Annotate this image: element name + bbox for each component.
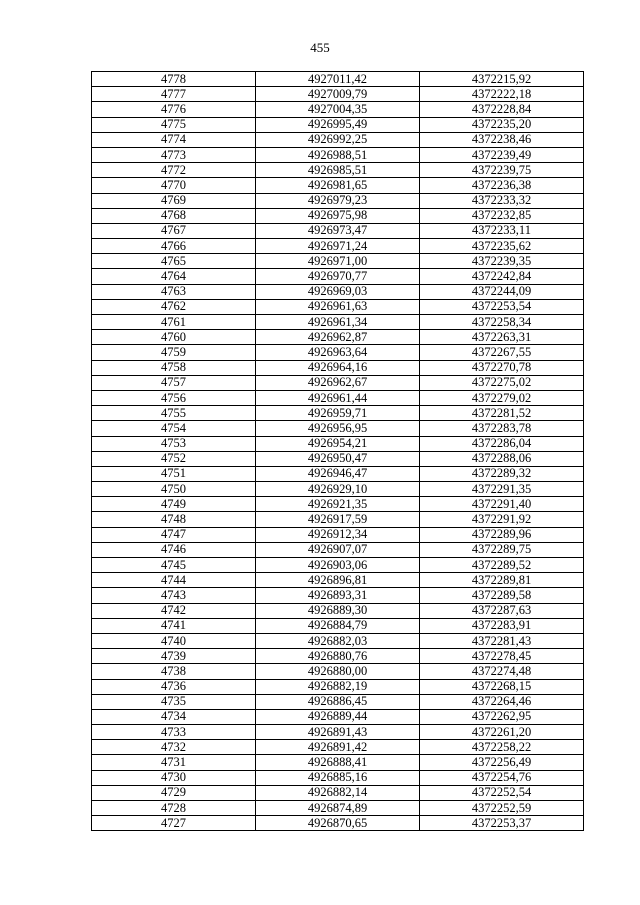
table-row (92, 755, 584, 770)
point-number-cell: 4729 (92, 785, 256, 800)
x-coordinate-cell: 4926956,95 (256, 421, 420, 436)
point-number-cell: 4767 (92, 223, 256, 238)
x-coordinate-cell: 4926975,98 (256, 208, 420, 223)
y-coordinate-cell: 4372244,09 (420, 284, 584, 299)
point-number-cell: 4732 (92, 740, 256, 755)
y-coordinate-cell: 4372291,40 (420, 497, 584, 512)
table-row (92, 284, 584, 299)
x-coordinate-cell: 4926964,16 (256, 360, 420, 375)
point-number-cell: 4755 (92, 406, 256, 421)
table-row (92, 664, 584, 679)
table-row (92, 254, 584, 269)
y-coordinate-cell: 4372283,91 (420, 618, 584, 633)
point-number-cell: 4765 (92, 254, 256, 269)
table-row (92, 603, 584, 618)
x-coordinate-cell: 4926907,07 (256, 542, 420, 557)
y-coordinate-cell: 4372256,49 (420, 755, 584, 770)
x-coordinate-cell: 4926962,87 (256, 330, 420, 345)
y-coordinate-cell: 4372235,62 (420, 239, 584, 254)
table-row (92, 239, 584, 254)
point-number-cell: 4752 (92, 451, 256, 466)
x-coordinate-cell: 4926889,30 (256, 603, 420, 618)
x-coordinate-cell: 4926995,49 (256, 117, 420, 132)
point-number-cell: 4751 (92, 466, 256, 481)
table-row (92, 633, 584, 648)
coordinates-table (91, 71, 584, 831)
table-row (92, 482, 584, 497)
x-coordinate-cell: 4927004,35 (256, 102, 420, 117)
table-row (92, 421, 584, 436)
x-coordinate-cell: 4926962,67 (256, 375, 420, 390)
table-row (92, 679, 584, 694)
x-coordinate-cell: 4926917,59 (256, 512, 420, 527)
table-row (92, 801, 584, 816)
point-number-cell: 4739 (92, 649, 256, 664)
x-coordinate-cell: 4927011,42 (256, 72, 420, 87)
y-coordinate-cell: 4372267,55 (420, 345, 584, 360)
y-coordinate-cell: 4372254,76 (420, 770, 584, 785)
x-coordinate-cell: 4926971,24 (256, 239, 420, 254)
point-number-cell: 4760 (92, 330, 256, 345)
y-coordinate-cell: 4372268,15 (420, 679, 584, 694)
y-coordinate-cell: 4372238,46 (420, 132, 584, 147)
x-coordinate-cell: 4926891,42 (256, 740, 420, 755)
table-row (92, 740, 584, 755)
point-number-cell: 4773 (92, 147, 256, 162)
x-coordinate-cell: 4926891,43 (256, 725, 420, 740)
table-row (92, 542, 584, 557)
table-row (92, 390, 584, 405)
x-coordinate-cell: 4926954,21 (256, 436, 420, 451)
table-row (92, 466, 584, 481)
x-coordinate-cell: 4926882,19 (256, 679, 420, 694)
x-coordinate-cell: 4927009,79 (256, 87, 420, 102)
point-number-cell: 4772 (92, 163, 256, 178)
point-number-cell: 4757 (92, 375, 256, 390)
table-row (92, 512, 584, 527)
table-row (92, 406, 584, 421)
y-coordinate-cell: 4372281,52 (420, 406, 584, 421)
y-coordinate-cell: 4372236,38 (420, 178, 584, 193)
point-number-cell: 4745 (92, 558, 256, 573)
y-coordinate-cell: 4372270,78 (420, 360, 584, 375)
y-coordinate-cell: 4372235,20 (420, 117, 584, 132)
x-coordinate-cell: 4926889,44 (256, 709, 420, 724)
page-number: 455 (310, 40, 330, 55)
point-number-cell: 4743 (92, 588, 256, 603)
y-coordinate-cell: 4372222,18 (420, 87, 584, 102)
y-coordinate-cell: 4372232,85 (420, 208, 584, 223)
y-coordinate-cell: 4372263,31 (420, 330, 584, 345)
y-coordinate-cell: 4372289,32 (420, 466, 584, 481)
y-coordinate-cell: 4372215,92 (420, 72, 584, 87)
x-coordinate-cell: 4926874,89 (256, 801, 420, 816)
x-coordinate-cell: 4926963,64 (256, 345, 420, 360)
coordinates-table-body (92, 72, 584, 831)
point-number-cell: 4777 (92, 87, 256, 102)
point-number-cell: 4734 (92, 709, 256, 724)
x-coordinate-cell: 4926961,34 (256, 315, 420, 330)
x-coordinate-cell: 4926929,10 (256, 482, 420, 497)
point-number-cell: 4747 (92, 527, 256, 542)
y-coordinate-cell: 4372281,43 (420, 633, 584, 648)
x-coordinate-cell: 4926884,79 (256, 618, 420, 633)
table-row (92, 527, 584, 542)
point-number-cell: 4769 (92, 193, 256, 208)
y-coordinate-cell: 4372291,35 (420, 482, 584, 497)
x-coordinate-cell: 4926961,44 (256, 390, 420, 405)
y-coordinate-cell: 4372278,45 (420, 649, 584, 664)
point-number-cell: 4749 (92, 497, 256, 512)
point-number-cell: 4730 (92, 770, 256, 785)
y-coordinate-cell: 4372258,34 (420, 315, 584, 330)
point-number-cell: 4735 (92, 694, 256, 709)
y-coordinate-cell: 4372289,52 (420, 558, 584, 573)
point-number-cell: 4746 (92, 542, 256, 557)
x-coordinate-cell: 4926969,03 (256, 284, 420, 299)
table-row (92, 573, 584, 588)
y-coordinate-cell: 4372286,04 (420, 436, 584, 451)
table-row (92, 649, 584, 664)
y-coordinate-cell: 4372239,75 (420, 163, 584, 178)
y-coordinate-cell: 4372258,22 (420, 740, 584, 755)
point-number-cell: 4753 (92, 436, 256, 451)
x-coordinate-cell: 4926882,14 (256, 785, 420, 800)
y-coordinate-cell: 4372252,54 (420, 785, 584, 800)
point-number-cell: 4756 (92, 390, 256, 405)
x-coordinate-cell: 4926979,23 (256, 193, 420, 208)
table-row (92, 299, 584, 314)
point-number-cell: 4736 (92, 679, 256, 694)
x-coordinate-cell: 4926981,65 (256, 178, 420, 193)
x-coordinate-cell: 4926970,77 (256, 269, 420, 284)
x-coordinate-cell: 4926880,76 (256, 649, 420, 664)
table-row (92, 694, 584, 709)
table-row (92, 770, 584, 785)
table-row (92, 163, 584, 178)
y-coordinate-cell: 4372233,32 (420, 193, 584, 208)
y-coordinate-cell: 4372291,92 (420, 512, 584, 527)
table-row (92, 451, 584, 466)
table-row (92, 72, 584, 87)
point-number-cell: 4758 (92, 360, 256, 375)
point-number-cell: 4748 (92, 512, 256, 527)
x-coordinate-cell: 4926885,16 (256, 770, 420, 785)
point-number-cell: 4770 (92, 178, 256, 193)
table-row (92, 315, 584, 330)
x-coordinate-cell: 4926971,00 (256, 254, 420, 269)
y-coordinate-cell: 4372264,46 (420, 694, 584, 709)
point-number-cell: 4742 (92, 603, 256, 618)
table-row (92, 375, 584, 390)
table-row (92, 208, 584, 223)
x-coordinate-cell: 4926912,34 (256, 527, 420, 542)
table-row (92, 725, 584, 740)
table-row (92, 709, 584, 724)
point-number-cell: 4776 (92, 102, 256, 117)
point-number-cell: 4741 (92, 618, 256, 633)
table-row (92, 223, 584, 238)
table-row (92, 87, 584, 102)
point-number-cell: 4738 (92, 664, 256, 679)
y-coordinate-cell: 4372252,59 (420, 801, 584, 816)
table-row (92, 816, 584, 831)
x-coordinate-cell: 4926950,47 (256, 451, 420, 466)
x-coordinate-cell: 4926988,51 (256, 147, 420, 162)
y-coordinate-cell: 4372242,84 (420, 269, 584, 284)
table-row (92, 102, 584, 117)
y-coordinate-cell: 4372287,63 (420, 603, 584, 618)
point-number-cell: 4778 (92, 72, 256, 87)
point-number-cell: 4763 (92, 284, 256, 299)
y-coordinate-cell: 4372289,96 (420, 527, 584, 542)
point-number-cell: 4762 (92, 299, 256, 314)
y-coordinate-cell: 4372275,02 (420, 375, 584, 390)
table-row (92, 785, 584, 800)
table-row (92, 360, 584, 375)
x-coordinate-cell: 4926893,31 (256, 588, 420, 603)
table-row (92, 345, 584, 360)
table-row (92, 618, 584, 633)
point-number-cell: 4744 (92, 573, 256, 588)
y-coordinate-cell: 4372253,37 (420, 816, 584, 831)
y-coordinate-cell: 4372233,11 (420, 223, 584, 238)
point-number-cell: 4775 (92, 117, 256, 132)
x-coordinate-cell: 4926985,51 (256, 163, 420, 178)
table-row (92, 178, 584, 193)
point-number-cell: 4727 (92, 816, 256, 831)
y-coordinate-cell: 4372288,06 (420, 451, 584, 466)
point-number-cell: 4764 (92, 269, 256, 284)
y-coordinate-cell: 4372253,54 (420, 299, 584, 314)
x-coordinate-cell: 4926903,06 (256, 558, 420, 573)
x-coordinate-cell: 4926921,35 (256, 497, 420, 512)
y-coordinate-cell: 4372289,75 (420, 542, 584, 557)
table-row (92, 497, 584, 512)
table-row (92, 558, 584, 573)
x-coordinate-cell: 4926870,65 (256, 816, 420, 831)
point-number-cell: 4733 (92, 725, 256, 740)
x-coordinate-cell: 4926886,45 (256, 694, 420, 709)
x-coordinate-cell: 4926973,47 (256, 223, 420, 238)
x-coordinate-cell: 4926896,81 (256, 573, 420, 588)
y-coordinate-cell: 4372239,35 (420, 254, 584, 269)
point-number-cell: 4768 (92, 208, 256, 223)
table-row (92, 588, 584, 603)
x-coordinate-cell: 4926880,00 (256, 664, 420, 679)
point-number-cell: 4774 (92, 132, 256, 147)
point-number-cell: 4754 (92, 421, 256, 436)
x-coordinate-cell: 4926888,41 (256, 755, 420, 770)
x-coordinate-cell: 4926992,25 (256, 132, 420, 147)
x-coordinate-cell: 4926959,71 (256, 406, 420, 421)
y-coordinate-cell: 4372283,78 (420, 421, 584, 436)
y-coordinate-cell: 4372262,95 (420, 709, 584, 724)
table-row (92, 269, 584, 284)
y-coordinate-cell: 4372279,02 (420, 390, 584, 405)
x-coordinate-cell: 4926946,47 (256, 466, 420, 481)
y-coordinate-cell: 4372239,49 (420, 147, 584, 162)
table-row (92, 193, 584, 208)
table-row (92, 117, 584, 132)
y-coordinate-cell: 4372274,48 (420, 664, 584, 679)
table-row (92, 147, 584, 162)
point-number-cell: 4740 (92, 633, 256, 648)
y-coordinate-cell: 4372289,58 (420, 588, 584, 603)
y-coordinate-cell: 4372289,81 (420, 573, 584, 588)
x-coordinate-cell: 4926961,63 (256, 299, 420, 314)
y-coordinate-cell: 4372261,20 (420, 725, 584, 740)
point-number-cell: 4766 (92, 239, 256, 254)
point-number-cell: 4761 (92, 315, 256, 330)
point-number-cell: 4750 (92, 482, 256, 497)
table-row (92, 132, 584, 147)
x-coordinate-cell: 4926882,03 (256, 633, 420, 648)
point-number-cell: 4759 (92, 345, 256, 360)
table-row (92, 436, 584, 451)
point-number-cell: 4728 (92, 801, 256, 816)
point-number-cell: 4731 (92, 755, 256, 770)
table-row (92, 330, 584, 345)
y-coordinate-cell: 4372228,84 (420, 102, 584, 117)
